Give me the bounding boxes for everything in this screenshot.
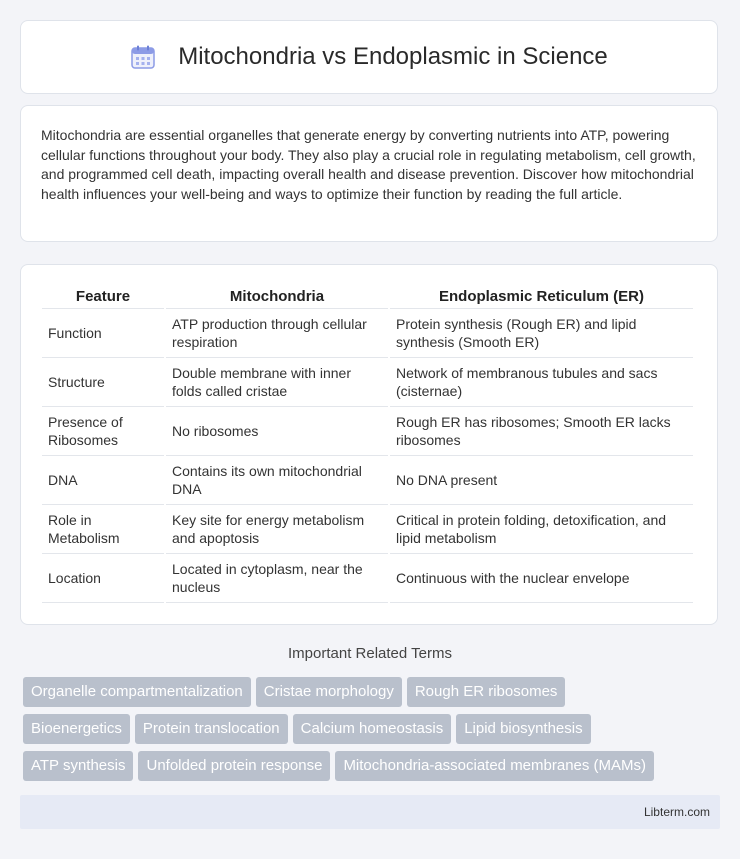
related-term-tag[interactable]: Mitochondria-associated membranes (MAMs) <box>335 751 654 781</box>
intro-card <box>20 105 718 242</box>
header-er: Endoplasmic Reticulum (ER) <box>390 285 693 309</box>
header-mitochondria: Mitochondria <box>166 285 388 309</box>
table-row <box>42 358 693 407</box>
table-row <box>42 407 693 456</box>
comparison-table <box>40 285 695 603</box>
related-term-tag[interactable]: Calcium homeostasis <box>293 714 452 744</box>
related-term-tag[interactable]: Unfolded protein response <box>138 751 330 781</box>
table-cell: DNA <box>42 456 164 505</box>
related-term-tag[interactable]: Rough ER ribosomes <box>407 677 566 707</box>
table-cell: ATP production through cellular respiration <box>166 309 388 358</box>
intro-text: Mitochondria are essential organelles that generate energy by converting nutrients into ATP, powering cellular functions throughout your body. They also play a crucial role in regulating metabolism, cell growth, and programmed cell death, impacting overall health and disease prevention. Discover how mitochondrial health influences your well-being and ways to optimize their function by reading the full article. <box>41 127 696 202</box>
related-term-tag[interactable]: Organelle compartmentalization <box>23 677 251 707</box>
table-row <box>42 505 693 554</box>
table-cell: Presence of Ribosomes <box>42 407 164 456</box>
table-cell: Critical in protein folding, detoxification, and lipid metabolism <box>390 505 693 554</box>
header-card <box>20 20 718 94</box>
table-cell: Structure <box>42 358 164 407</box>
table-row <box>42 554 693 603</box>
footer-brand-link[interactable]: Libterm.com <box>643 805 710 819</box>
related-term-tag[interactable]: Protein translocation <box>135 714 288 744</box>
header-feature: Feature <box>42 285 164 309</box>
related-terms-list <box>23 677 723 788</box>
related-term-tag[interactable]: Cristae morphology <box>256 677 402 707</box>
table-cell: Protein synthesis (Rough ER) and lipid synthesis (Smooth ER) <box>390 309 693 358</box>
page-title: Mitochondria vs Endoplasmic in Science <box>178 43 608 70</box>
table-cell: Key site for energy metabolism and apoptosis <box>166 505 388 554</box>
table-cell: Role in Metabolism <box>42 505 164 554</box>
table-cell: Contains its own mitochondrial DNA <box>166 456 388 505</box>
related-term-tag[interactable]: Lipid biosynthesis <box>456 714 590 744</box>
table-cell: Continuous with the nuclear envelope <box>390 554 693 603</box>
table-cell: Rough ER has ribosomes; Smooth ER lacks ribosomes <box>390 407 693 456</box>
related-term-tag[interactable]: Bioenergetics <box>23 714 130 744</box>
comparison-card <box>20 264 718 625</box>
table-row <box>42 309 693 358</box>
table-header-row <box>42 285 693 309</box>
related-terms-title: Important Related Terms <box>288 645 452 662</box>
calendar-icon <box>130 44 156 70</box>
table-cell: Double membrane with inner folds called cristae <box>166 358 388 407</box>
table-cell: Function <box>42 309 164 358</box>
table-cell: No DNA present <box>390 456 693 505</box>
table-cell: Located in cytoplasm, near the nucleus <box>166 554 388 603</box>
footer <box>20 795 720 829</box>
table-cell: Location <box>42 554 164 603</box>
table-row <box>42 456 693 505</box>
table-cell: Network of membranous tubules and sacs (cisternae) <box>390 358 693 407</box>
table-cell: No ribosomes <box>166 407 388 456</box>
related-term-tag[interactable]: ATP synthesis <box>23 751 133 781</box>
